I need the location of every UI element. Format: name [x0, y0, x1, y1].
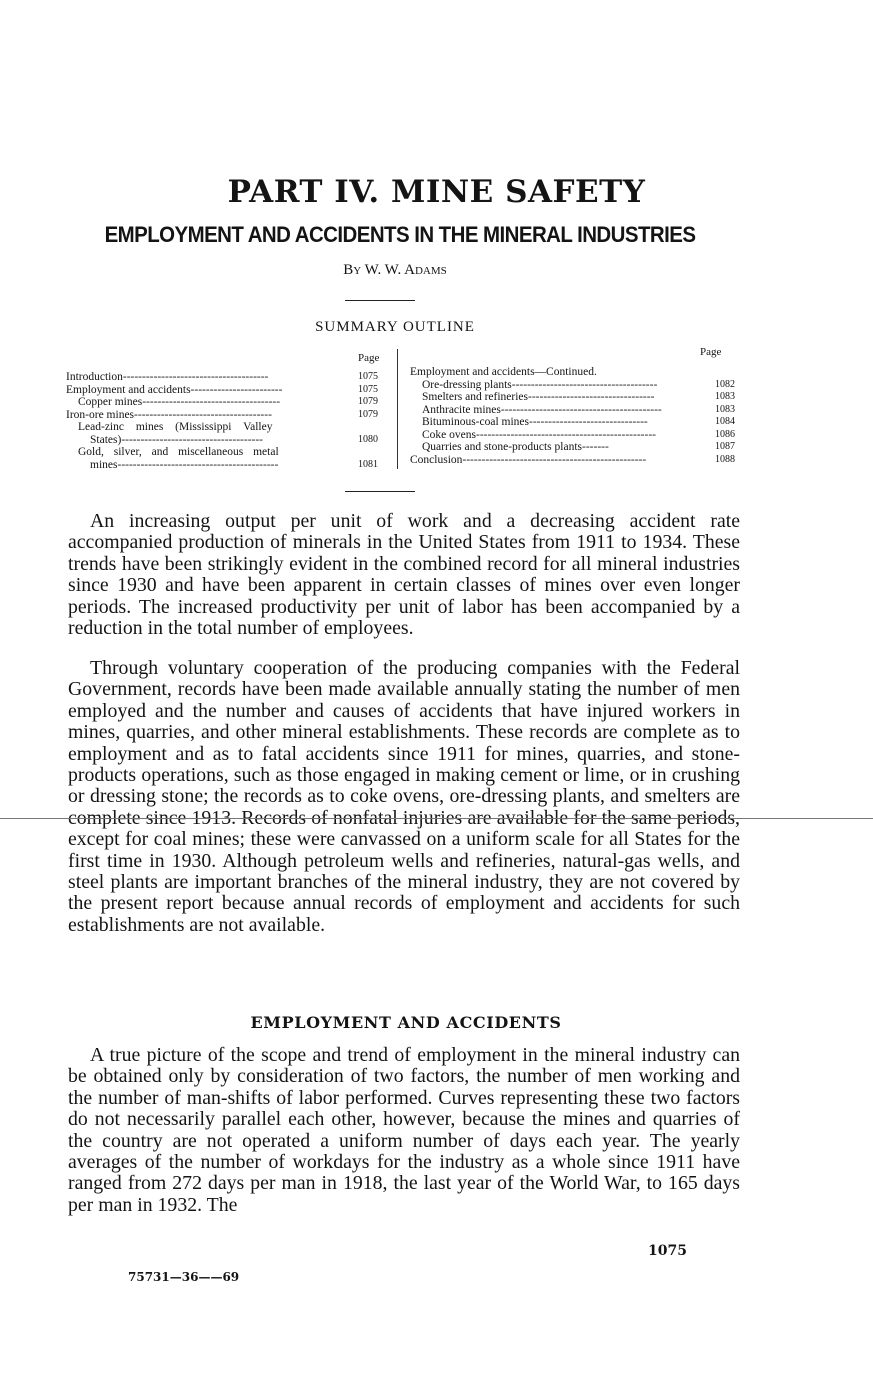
toc-entry: Iron-ore mines------------------------------------ 1079 — [66, 408, 378, 421]
toc-entry: Smelters and refineries--------------------------------- 1083 — [422, 391, 735, 403]
toc-entry: States)------------------------------------- 1080 — [90, 433, 378, 446]
toc-entry: Employment and accidents—Continued. — [410, 366, 597, 378]
toc-entry: Coke ovens----------------------------------------------- 1086 — [422, 428, 735, 441]
toc-entry: Conclusion------------------------------------------------ 1088 — [410, 453, 735, 466]
toc-entry: Anthracite mines------------------------------------------ 1083 — [422, 403, 735, 416]
toc-entry: Quarries and stone-products plants------- 1087 — [422, 441, 735, 453]
paragraph-intro: An increasing output per unit of work and a decreasing accident rate accompanied production of minerals in the United States from 1911 to 1934. These trends have been strikingly evident in the combined record for all mineral industries since 1930 and have been apparent in certain classes of mines over even longer periods. The increased productivity per unit of labor has been accompanied by a reduction in the total number of employees. — [68, 510, 740, 640]
author-byline: By W. W. Adams — [343, 262, 447, 278]
section-heading: EMPLOYMENT AND ACCIDENTS — [250, 1013, 562, 1032]
scan-artifact-line — [0, 818, 873, 819]
toc-entry: Bituminous-coal mines------------------------------- 1084 — [422, 416, 735, 428]
paragraph-records: Through voluntary cooperation of the producing companies with the Federal Government, records have been made available annually stating the number of men employed and the number and causes of accidents that have injured workers in mines, quarries, and other mineral establishments. These records are complete as to employment and as to fatal accidents since 1911 for mines, quarries, and stone-products operations, such as those engaged in making cement or lime, or in crushing or dressing stone; the records as to coke ovens, ore-dressing plants, and smelters are complete since 1913. Records of nonfatal injuries are available for the same periods, except for coal mines; these were canvassed on a uniform scale for all States for the first time in 1930. Although petroleum wells and refineries, natural-gas wells, and steel plants are important branches of the mineral industry, they are not covered by the present report because annual records of employment and accidents for such establishments are not available. — [68, 657, 740, 936]
toc-entry: Introduction-------------------------------------- 1075 — [66, 371, 378, 383]
toc-entry: mines------------------------------------------ 1081 — [90, 458, 378, 471]
part-title: PART IV. MINE SAFETY — [227, 174, 646, 210]
summary-outline-title: SUMMARY OUTLINE — [315, 319, 475, 335]
page-number: 1075 — [648, 1243, 687, 1259]
toc-entry: Ore-dressing plants-------------------------------------- 1082 — [422, 378, 735, 391]
toc-entry: Lead-zinc mines (Mississippi Valley — [78, 421, 273, 433]
toc-page-label: Page — [358, 352, 380, 364]
toc-entry: Employment and accidents------------------------ 1075 — [66, 383, 378, 396]
toc-column-divider — [397, 349, 398, 469]
paragraph-employment: A true picture of the scope and trend of employment in the mineral industry can be obtained only by consideration of two factors, the number of men working and the number of man-shifts of labor performed. Curves representing these two factors do not necessarily parallel each other, however, because the mines and quarries of the country are not operated a uniform number of days each year. The yearly averages of the number of workdays for the industry as a whole since 1911 have ranged from 272 days per man in 1918, the last year of the World War, to 165 days per man in 1932. The — [68, 1044, 740, 1216]
toc-entry: Gold, silver, and miscellaneous metal — [78, 446, 279, 458]
toc-entry: Copper mines------------------------------------ 1079 — [78, 396, 378, 408]
divider-rule-top — [345, 300, 415, 301]
article-title: EMPLOYMENT AND ACCIDENTS IN THE MINERAL INDUSTRIES — [104, 222, 696, 247]
toc-page-label: Page — [700, 346, 722, 358]
print-code: 75731—36——69 — [128, 1270, 240, 1284]
divider-rule-bottom — [345, 491, 415, 492]
